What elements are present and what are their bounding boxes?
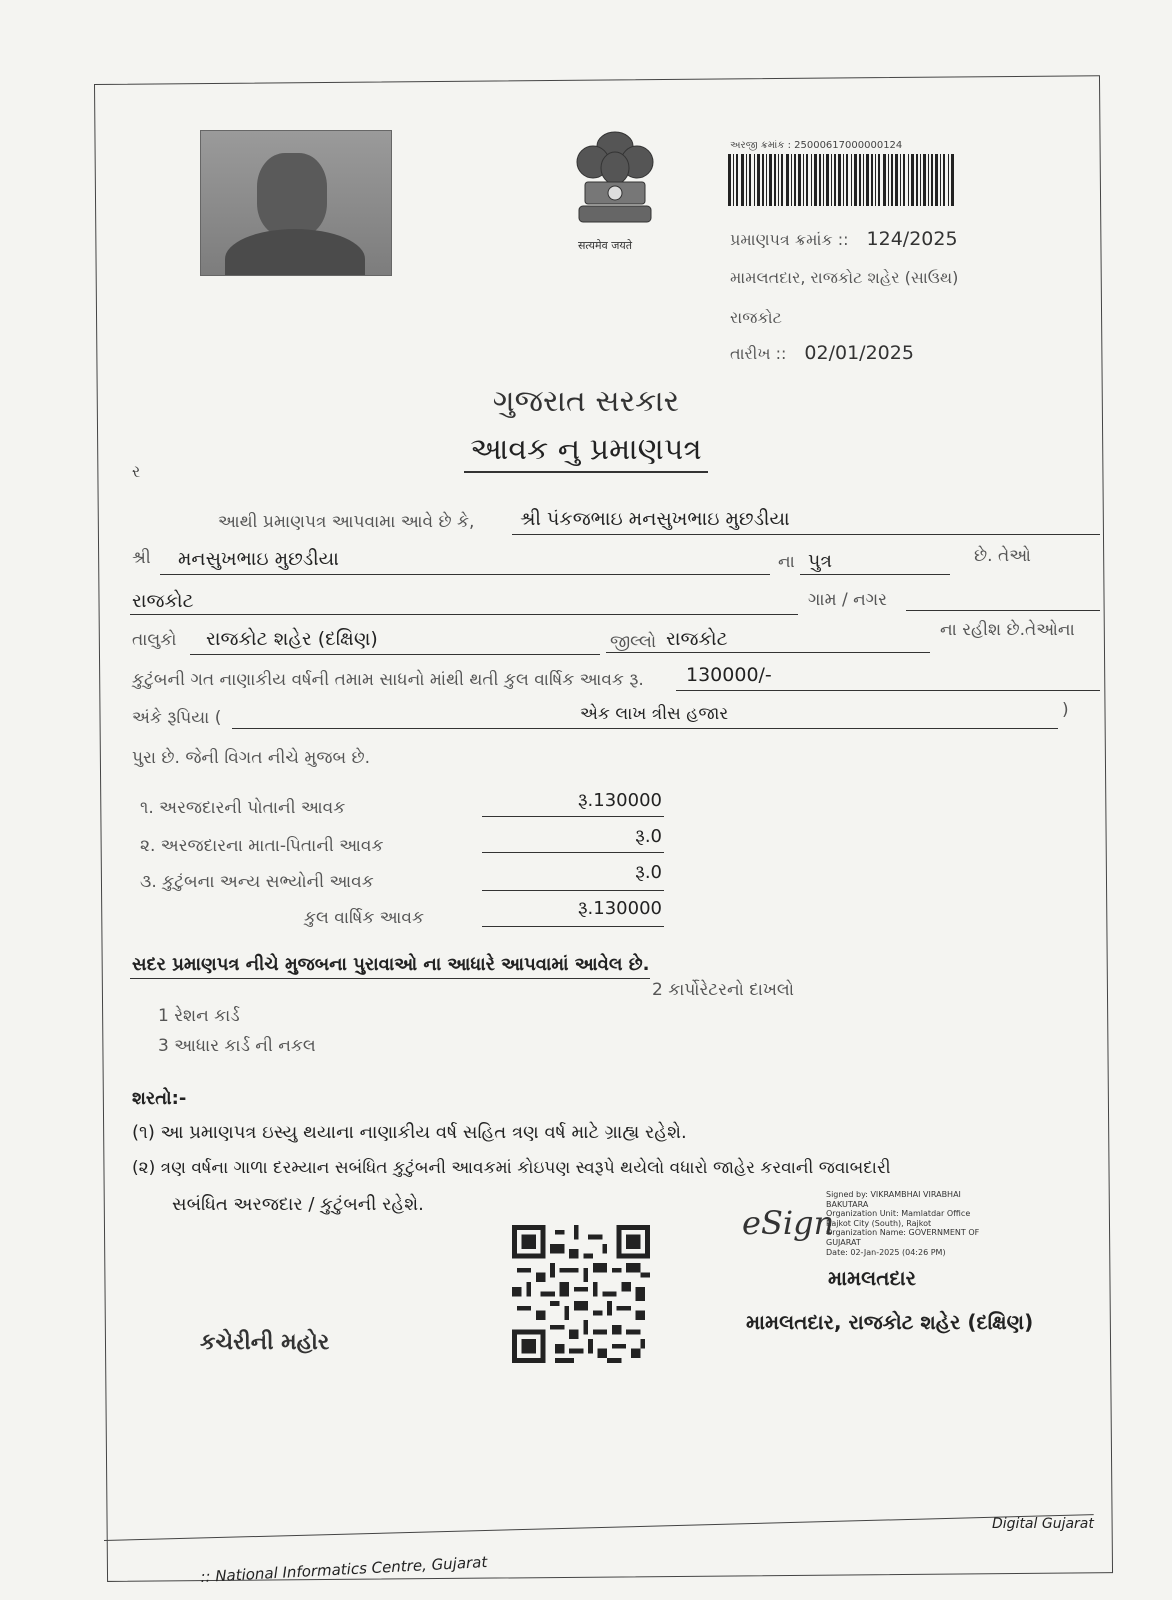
details-label: પુરા છે. જેની વિગત નીચે મુજબ છે. bbox=[132, 748, 371, 768]
applicant-name: શ્રી પંકજભાઇ મનસુખભાઇ મુછડીયા bbox=[520, 508, 790, 530]
esign-logo: eSign bbox=[742, 1204, 835, 1242]
signed-line: Date: 02-Jan-2025 (04:26 PM) bbox=[826, 1247, 946, 1257]
condition-3: સબંધિત અરજદાર / કુટુંબની રહેશે. bbox=[172, 1194, 424, 1215]
village-city-label: ગામ / નગર bbox=[808, 590, 887, 610]
income-sentence-label: કુટુંબની ગત નાણાકીય વર્ષની તમામ સાધનો માંથી થતી કુલ વાર્ષિક આવક રૂ. bbox=[132, 670, 644, 690]
condition-2: (૨) ત્રણ વર્ષના ગાળા દરમ્યાન સબંધિત કુટુંબની આવકમાં કોઇપણ સ્વરૂપે થયેલો વધારો જાહેર કરવાની જવાબદારી bbox=[132, 1158, 891, 1178]
document-item-1: 1 રેશન કાર્ડ bbox=[158, 1006, 240, 1026]
office-city: રાજકોટ bbox=[730, 308, 782, 327]
condition-1: (૧) આ પ્રમાણપત્ર ઇસ્યુ થયાના નાણાકીય વર્ષ સહિત ત્રણ વર્ષ માટે ગ્રાહ્ય રહેશે. bbox=[132, 1122, 687, 1143]
applicant-photo bbox=[200, 130, 392, 276]
conditions-heading: શરતો:- bbox=[132, 1088, 187, 1109]
signatory-title: મામલતદાર bbox=[828, 1266, 916, 1290]
na-label: ના bbox=[778, 552, 795, 572]
relation: પુત્ર bbox=[808, 550, 833, 572]
office-seal-label: કચેરીની મહોર bbox=[200, 1330, 330, 1355]
signed-line: BAKUTARA bbox=[826, 1199, 869, 1209]
signed-line: Organization Name: GOVERNMENT OF bbox=[826, 1228, 980, 1238]
signed-line: Signed by: VIKRAMBHAI VIRABHAI bbox=[826, 1190, 961, 1199]
father-name: મનસુખભાઇ મુછડીયા bbox=[178, 548, 339, 570]
government-title: ગુજરાત સરકાર bbox=[492, 384, 680, 419]
income-item-total: કુલ વાર્ષિક આવક bbox=[304, 908, 424, 928]
certificate-number: 124/2025 bbox=[866, 228, 958, 250]
documents-heading: સદર પ્રમાણપત્ર નીચે મુજબના પુરાવાઓ ના આધારે આપવામાં આવેલ છે. bbox=[132, 954, 650, 975]
national-emblem-icon bbox=[565, 126, 665, 234]
chhe-teo-label: છે. તેઓ bbox=[974, 546, 1031, 566]
total-income: 130000/- bbox=[686, 664, 772, 686]
village-city: રાજકોટ bbox=[132, 590, 194, 612]
certificate-number-row bbox=[730, 228, 958, 250]
signed-line: Organization Unit: Mamlatdar Office bbox=[826, 1209, 971, 1219]
words-close: ) bbox=[1062, 700, 1069, 720]
margin-mark: ર bbox=[132, 462, 141, 481]
date-label: તારીખ :: bbox=[730, 344, 787, 363]
income-item-self: ૧. અરજદારની પોતાની આવક bbox=[140, 798, 346, 818]
signatory-office: મામલતદાર, રાજકોટ શહેર (દક્ષિણ) bbox=[746, 1310, 1034, 1334]
application-number: અરજી ક્રમાંક : 25000617000000124 bbox=[730, 140, 903, 151]
certificate-date: 02/01/2025 bbox=[804, 342, 914, 364]
certificate-title-text: આવક નુ પ્રમાણપત્ર bbox=[464, 432, 708, 473]
date-row bbox=[730, 342, 914, 364]
certificate-number-label: પ્રમાણપત્ર ક્રમાંક :: bbox=[730, 230, 849, 249]
shri-label: શ્રી bbox=[132, 548, 151, 568]
document-item-2: 2 કાર્પોરેટરનો દાખલો bbox=[652, 980, 795, 1000]
income-item-others: ૩. કુટુંબના અન્ય સભ્યોની આવક bbox=[140, 872, 374, 892]
signed-line: Rajkot City (South), Rajkot bbox=[826, 1218, 932, 1228]
emblem-motto: सत्यमेव जयते bbox=[578, 239, 633, 252]
qr-code bbox=[512, 1224, 650, 1364]
taluka-label: તાલુકો bbox=[132, 630, 177, 650]
signed-line: GUJARAT bbox=[826, 1237, 861, 1247]
resident-label: ના રહીશ છે.તેઓના bbox=[940, 620, 1075, 640]
office-name: મામલતદાર, રાજકોટ શહેર (સાઉથ) bbox=[730, 268, 959, 287]
district-label: જીલ્લો bbox=[610, 632, 657, 652]
income-item-parents-value: રૂ.0 bbox=[635, 826, 662, 847]
income-item-self-value: રૂ.130000 bbox=[577, 790, 662, 811]
footer-digital-gujarat: Digital Gujarat bbox=[992, 1516, 1094, 1532]
taluka: રાજકોટ શહેર (દક્ષિણ) bbox=[206, 628, 378, 650]
document-item-3: 3 આધાર કાર્ડ ની નકલ bbox=[158, 1036, 316, 1056]
intro-label: આથી પ્રમાણપત્ર આપવામા આવે છે કે, bbox=[218, 512, 475, 532]
certificate-title bbox=[0, 432, 1172, 467]
digital-signature-details bbox=[826, 1190, 1026, 1257]
footer-nic: :: National Informatics Centre, Gujarat bbox=[200, 1552, 488, 1586]
district: રાજકોટ bbox=[666, 628, 728, 650]
income-item-others-value: રૂ.0 bbox=[635, 862, 662, 883]
barcode bbox=[728, 154, 956, 206]
income-item-parents: ૨. અરજદારના માતા-પિતાની આવક bbox=[140, 836, 384, 856]
words-label: અંકે રૂપિયા ( bbox=[132, 708, 222, 728]
income-item-total-value: રૂ.130000 bbox=[577, 898, 662, 919]
income-in-words: એક લાખ ત્રીસ હજાર bbox=[580, 704, 729, 724]
